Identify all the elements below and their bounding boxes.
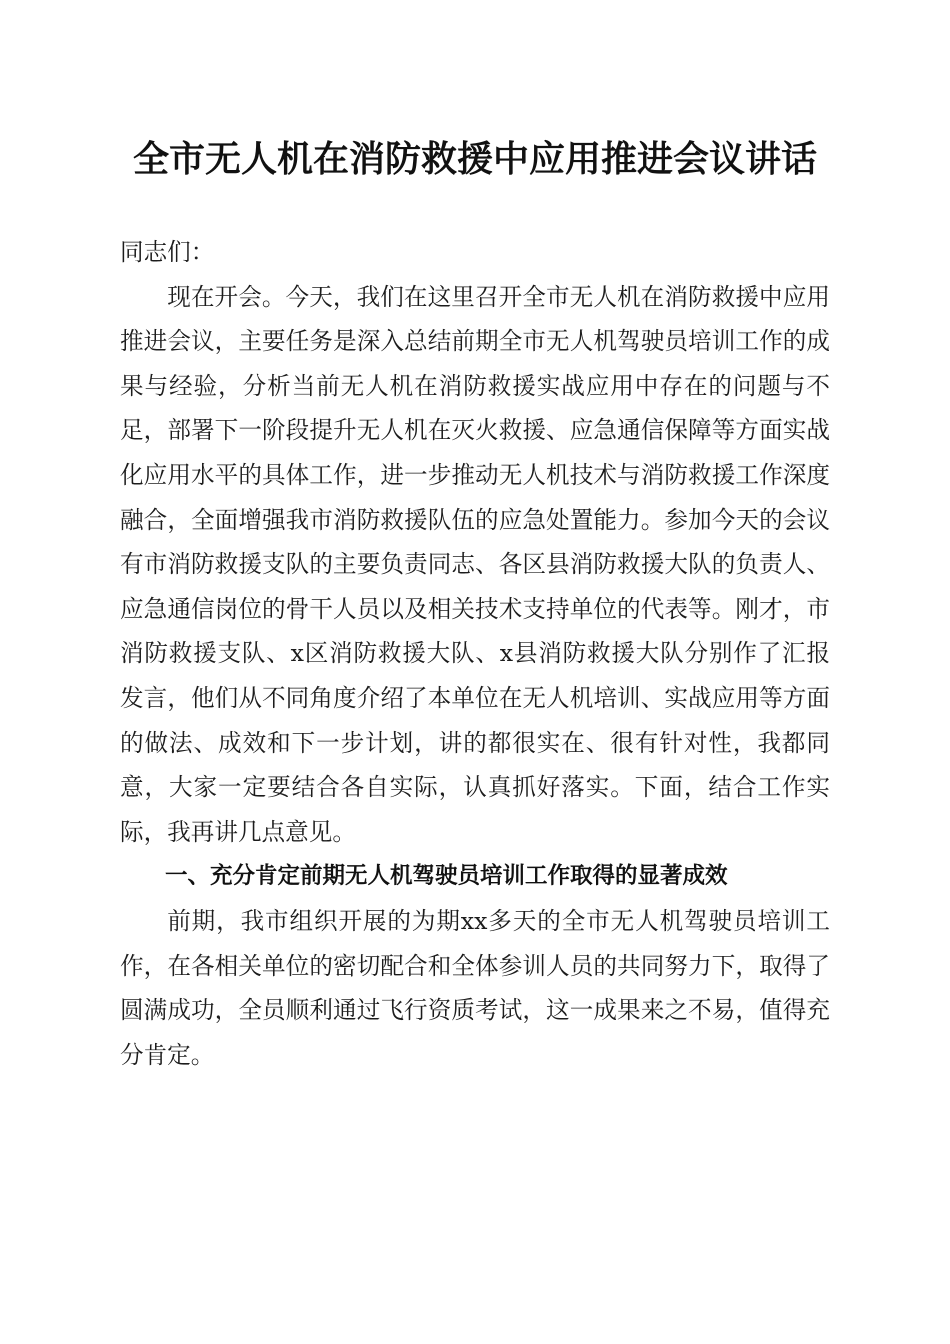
paragraph-opening: 现在开会。今天，我们在这里召开全市无人机在消防救援中应用推进会议，主要任务是深入总结前期全市无人机驾驶员培训工作的成果与经验，分析当前无人机在消防救援实战应用中存在的问题与不足，部署下一阶段提升无人机在灭火救援、应急通信保障等方面实战化应用水平的具体工作，进一步推动无人机技术与消防救援工作深度融合，全面增强我市消防救援队伍的应急处置能力。参加今天的会议有市消防救援支队的主要负责同志、各区县消防救援大队的负责人、应急通信岗位的骨干人员以及相关技术支持单位的代表等。刚才，市消防救援支队、x区消防救援大队、x县消防救援大队分别作了汇报发言，他们从不同角度介绍了本单位在无人机培训、实战应用等方面的做法、成效和下一步计划，讲的都很实在、很有针对性，我都同意，大家一定要结合各自实际，认真抓好落实。下面，结合工作实际，我再讲几点意见。 <box>120 282 830 846</box>
section-heading-1: 一、充分肯定前期无人机驾驶员培训工作取得的显著成效 <box>165 863 728 890</box>
document-body <box>120 230 830 1077</box>
salutation: 同志们： <box>120 238 215 266</box>
document-title: 全市无人机在消防救援中应用推进会议讲话 <box>132 138 817 180</box>
paragraph-section-1: 前期，我市组织开展的为期xx多天的全市无人机驾驶员培训工作，在各相关单位的密切配合和全体参训人员的共同努力下，取得了圆满成功，全员顺利通过飞行资质考试，这一成果来之不易，值得充分肯定。 <box>120 906 830 1069</box>
